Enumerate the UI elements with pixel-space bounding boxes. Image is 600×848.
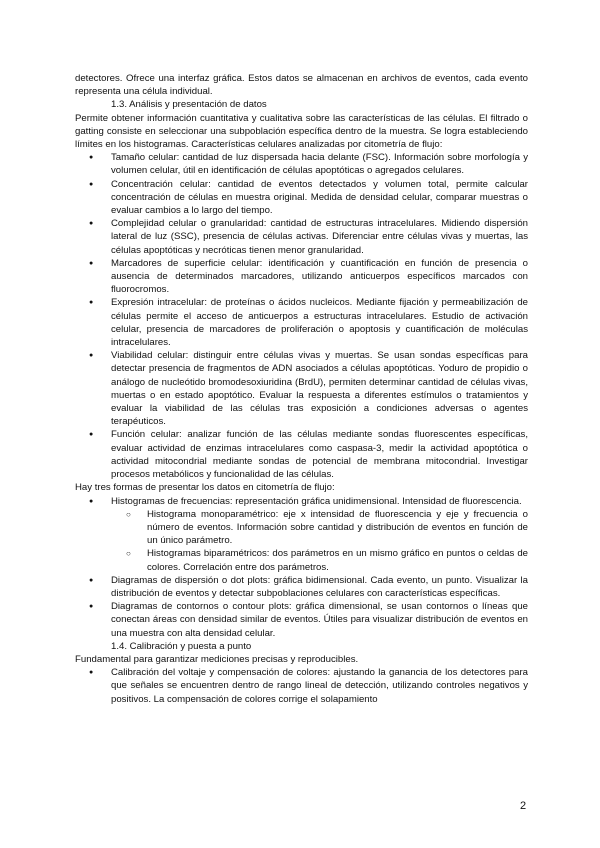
section-heading-1-3: 1.3. Análisis y presentación de datos xyxy=(111,99,267,111)
paragraph-analysis: Permite obtener información cuantitativa y cualitativa sobre las características de las células. El filtrado o gatting consiste en seleccionar una subpoblación específica dentro de la muestra. Se logra estableciendo límites en los histogramas. Características celulares analizadas por citometría de flujo: xyxy=(75,112,528,151)
cell-characteristics-list xyxy=(75,151,528,481)
list-item-cell-function: ● Función celular: analizar función de las células mediante sondas fluorescentes específicas, evaluar actividad de enzimas intracelulares como caspasa-3, medir la actividad apoptótica o actividad mitocondrial mediante sondas de potencial de membrana mitocondrial. Investigar procesos metabólicos y funcionalidad de las células. xyxy=(75,428,528,481)
paragraph-detectors: detectores. Ofrece una interfaz gráfica. Estos datos se almacenan en archivos de eventos, cada evento representa una célula individual. xyxy=(75,73,528,98)
list-item-cell-size: ● Tamaño celular: cantidad de luz dispersada hacia delante (FSC). Información sobre morfología y volumen celular, útil en identificación de células apoptóticas o agregados celulares. xyxy=(75,151,528,177)
paragraph-presentation-forms: Hay tres formas de presentar los datos en citometría de flujo: xyxy=(75,482,335,494)
list-item-dot-plots: ● Diagramas de dispersión o dot plots: gráfica bidimensional. Cada evento, un punto. Visualizar la distribución de eventos y detectar subpoblaciones celulares con características específicas. xyxy=(75,574,528,600)
list-item-biparametric: ○ Histogramas biparamétricos: dos parámetros en un mismo gráfico en puntos o celdas de colores. Correlación entre dos parámetros. xyxy=(111,547,528,573)
histogram-types-list xyxy=(111,508,528,574)
list-item-surface-markers: ● Marcadores de superficie celular: identificación y cuantificación en función de presencia o ausencia de determinados marcadores, utilizando anticuerpos específicos marcados con fluorocromos. xyxy=(75,257,528,297)
presentation-forms-list xyxy=(75,495,528,640)
page-number: 2 xyxy=(520,800,527,812)
histograms-text: Histogramas de frecuencias: representación gráfica unidimensional. Intensidad de fluorescencia. xyxy=(111,495,522,507)
page-content xyxy=(75,72,528,706)
list-item-voltage-calibration: ● Calibración del voltaje y compensación de colores: ajustando la ganancia de los detectores para que señales se encuentren dentro de rango lineal de detección, utilizando controles negativos y positivos. La compensación de colores corrige el solapamiento xyxy=(75,666,528,706)
paragraph-calibration: Fundamental para garantizar mediciones precisas y reproducibles. xyxy=(75,653,359,665)
list-item-intracellular-expression: ● Expresión intracelular: de proteínas o ácidos nucleicos. Mediante fijación y permeabilización de células permite el acceso de anticuerpos a estructuras intracelulares. Estudio de activación celular, presencia de marcadores de proliferación o apoptosis y cuantificación de moléculas intracelulares. xyxy=(75,296,528,349)
list-item-granularity: ● Complejidad celular o granularidad: cantidad de estructuras intracelulares. Midiendo dispersión lateral de luz (SSC), presencia de células activas. Diferenciar entre células vivas y muertas, las células apoptóticas y necróticas tienen menor granularidad. xyxy=(75,217,528,257)
calibration-list xyxy=(75,666,528,706)
list-item-histograms xyxy=(75,495,528,574)
list-item-monoparametric: ○ Histograma monoparamétrico: eje x intensidad de fluorescencia y eje y frecuencia o número de eventos. Información sobre cantidad y distribución de eventos en función de un único parámetro. xyxy=(111,508,528,548)
list-item-viability: ● Viabilidad celular: distinguir entre células vivas y muertas. Se usan sondas específicas para detectar presencia de fragmentos de ADN asociados a células apoptóticas. Yoduro de propidio o análogo de nucleótido bromodesoxiuridina (BrdU), permiten determinar cantidad de células vivas, muertas o en estado apoptótico. Evaluar la respuesta a diferentes estímulos o tratamientos y evaluar la viabilidad de las células tras exposición a condiciones adversas o agentes terapéuticos. xyxy=(75,349,528,428)
list-item-cell-concentration: ● Concentración celular: cantidad de eventos detectados y volumen total, permite calcular concentración de células en muestra original. Medida de densidad celular, comparar muestras o evaluar cambios a lo largo del tiempo. xyxy=(75,178,528,218)
section-heading-1-4: 1.4. Calibración y puesta a punto xyxy=(111,640,252,652)
list-item-contour-plots: ● Diagramas de contornos o contour plots: gráfica dimensional, se usan contornos o líneas que conectan áreas con densidad similar de eventos. Útiles para visualizar distribución de eventos en una muestra con alta densidad celular. xyxy=(75,600,528,640)
